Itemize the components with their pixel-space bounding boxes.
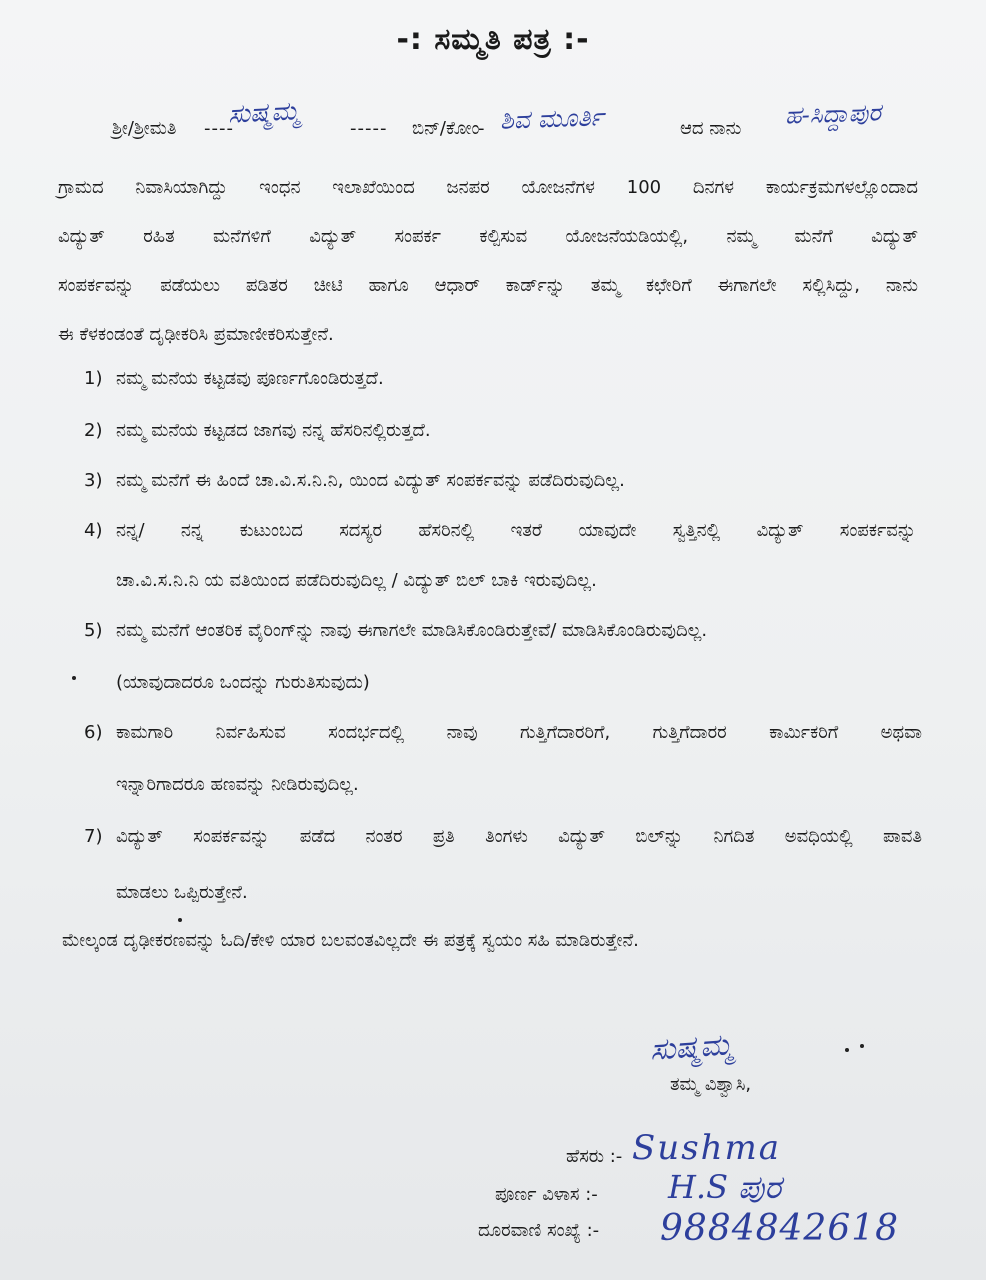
item-number: 4) (84, 520, 103, 541)
handwritten-name: ಸುಷ್ಮಮ್ಮ (227, 96, 301, 130)
dash-line: ----- (350, 118, 388, 139)
intro-line: ಸಂಪರ್ಕವನ್ನು ಪಡೆಯಲು ಪಡಿತರ ಚೀಟಿ ಹಾಗೂ ಆಧಾರ್ ಕಾರ್ಡ್‌ನ್ನು ತಮ್ಮ ಕಛೇರಿಗೆ ಈಗಾಗಲೇ ಸಲ್ಲಿಸಿದ್ದು, ನಾನು (58, 275, 918, 296)
intro-line: ಈ ಕೆಳಕಂಡಂತೆ ದೃಢೀಕರಿಸಿ ಪ್ರಮಾಣೀಕರಿಸುತ್ತೇನೆ. (58, 324, 334, 345)
field-label-name: ಹೆಸರು :- (566, 1146, 623, 1167)
ink-mark (845, 1048, 849, 1052)
item-text: ನನ್ನ/ ನನ್ನ ಕುಟುಂಬದ ಸದಸ್ಯರ ಹೆಸರಿನಲ್ಲಿ ಇತರೆ ಯಾವುದೇ ಸ್ವತ್ತಿನಲ್ಲಿ ವಿದ್ಯುತ್ ಸಂಪರ್ಕವನ್ನು (116, 520, 916, 541)
field-label-address: ಪೂರ್ಣ ವಿಳಾಸ :- (495, 1184, 598, 1205)
dash-line: - (478, 118, 486, 139)
item-text: (ಯಾವುದಾದರೂ ಒಂದನ್ನು ಗುರುತಿಸುವುದು) (116, 672, 370, 693)
intro-line: ಗ್ರಾಮದ ನಿವಾಸಿಯಾಗಿದ್ದು ಇಂಧನ ಇಲಾಖೆಯಿಂದ ಜನಪರ ಯೋಜನೆಗಳ 100 ದಿನಗಳ ಕಾರ್ಯಕ್ರಮಗಳಲ್ಲೊಂದಾದ (58, 177, 918, 198)
header-prefix: ಶ್ರೀ/ಶ್ರೀಮತಿ (112, 118, 177, 139)
closing-statement: ಮೇಲ್ಕಂಡ ದೃಢೀಕರಣವನ್ನು ಓದಿ/ಕೇಳಿ ಯಾರ ಬಲವಂತವಿಲ್ಲದೇ ಈ ಪತ್ರಕ್ಕೆ ಸ್ವಯಂ ಸಹಿ ಮಾಡಿರುತ್ತೇನೆ. (62, 930, 639, 951)
item-text: ವಿದ್ಯುತ್ ಸಂಪರ್ಕವನ್ನು ಪಡೆದ ನಂತರ ಪ್ರತಿ ತಿಂಗಳು ವಿದ್ಯುತ್ ಬಿಲ್‌ನ್ನು ನಿಗದಿತ ಅವಧಿಯಲ್ಲಿ ಪಾವತಿ (116, 826, 922, 847)
intro-line: ವಿದ್ಯುತ್ ರಹಿತ ಮನೆಗಳಿಗೆ ವಿದ್ಯುತ್ ಸಂಪರ್ಕ ಕಲ್ಪಿಸುವ ಯೋಜನೆಯಡಿಯಲ್ಲಿ, ನಮ್ಮ ಮನೆಗೆ ವಿದ್ಯುತ್ (58, 226, 918, 247)
item-number: 2) (84, 420, 103, 441)
item-text: ಚಾ.ವಿ.ಸ.ನಿ.ನಿ ಯ ವತಿಯಿಂದ ಪಡೆದಿರುವುದಿಲ್ಲ / ವಿದ್ಯುತ್ ಬಿಲ್ ಬಾಕಿ ಇರುವುದಿಲ್ಲ. (116, 570, 597, 591)
handwritten-relation-name: ಶಿವ ಮೂರ್ತಿ (499, 102, 605, 135)
field-label-phone: ದೂರವಾಣಿ ಸಂಖ್ಯೆ :- (478, 1220, 600, 1241)
item-text: ಕಾಮಗಾರಿ ನಿರ್ವಹಿಸುವ ಸಂದರ್ಭದಲ್ಲಿ ನಾವು ಗುತ್ತಿಗೆದಾರರಿಗೆ, ಗುತ್ತಿಗೆದಾರರ ಕಾರ್ಮಿಕರಿಗೆ ಅಥವಾ (116, 722, 922, 743)
field-value-phone: 9884842618 (660, 1208, 900, 1249)
dash-line: ---- (204, 118, 234, 139)
ink-mark (72, 676, 76, 680)
item-number: 1) (84, 368, 103, 389)
item-number: 6) (84, 722, 103, 743)
yours-faithfully: ತಮ್ಮ ವಿಶ್ವಾಸಿ, (670, 1074, 752, 1095)
handwritten-village: ಹ-ಸಿದ್ದಾಪುರ (784, 98, 882, 130)
item-number: 5) (84, 620, 103, 641)
document-title: -: ಸಮ್ಮತಿ ಪತ್ರ :- (396, 22, 590, 57)
item-number: 3) (84, 470, 103, 491)
header-suffix: ಆದ ನಾನು (680, 118, 742, 139)
signature: ಸುಷ್ಮಮ್ಮ (648, 1027, 734, 1068)
item-text: ನಮ್ಮ ಮನೆಗೆ ಆಂತರಿಕ ವೈರಿಂಗ್‌ನ್ನು ನಾವು ಈಗಾಗಲೇ ಮಾಡಿಸಿಕೊಂಡಿರುತ್ತೇವೆ/ ಮಾಡಿಸಿಕೊಂಡಿರುವುದಿಲ್ಲ. (116, 620, 708, 641)
intro-paragraph (58, 163, 918, 359)
item-number: 7) (84, 826, 103, 847)
item-text: ಮಾಡಲು ಒಪ್ಪಿರುತ್ತೇನೆ. (116, 882, 248, 903)
ink-mark (860, 1044, 864, 1048)
item-text: ನಮ್ಮ ಮನೆಯ ಕಟ್ಟಡವು ಪೂರ್ಣಗೊಂಡಿರುತ್ತದೆ. (116, 368, 384, 389)
field-value-name: Sushma (632, 1128, 782, 1168)
item-text: ನಮ್ಮ ಮನೆಯ ಕಟ್ಟಡದ ಜಾಗವು ನನ್ನ ಹೆಸರಿನಲ್ಲಿರುತ್ತದೆ. (116, 420, 431, 441)
ink-mark (178, 918, 182, 922)
item-text: ಇನ್ನಾರಿಗಾದರೂ ಹಣವನ್ನು ನೀಡಿರುವುದಿಲ್ಲ. (116, 774, 359, 795)
header-relation: ಬಿನ್/ಕೋಂ (412, 118, 480, 139)
item-text: ನಮ್ಮ ಮನೆಗೆ ಈ ಹಿಂದೆ ಚಾ.ವಿ.ಸ.ನಿ.ನಿ, ಯಿಂದ ವಿದ್ಯುತ್ ಸಂಪರ್ಕವನ್ನು ಪಡೆದಿರುವುದಿಲ್ಲ. (116, 470, 625, 491)
field-value-address: H.S ಪುರ (668, 1168, 782, 1206)
